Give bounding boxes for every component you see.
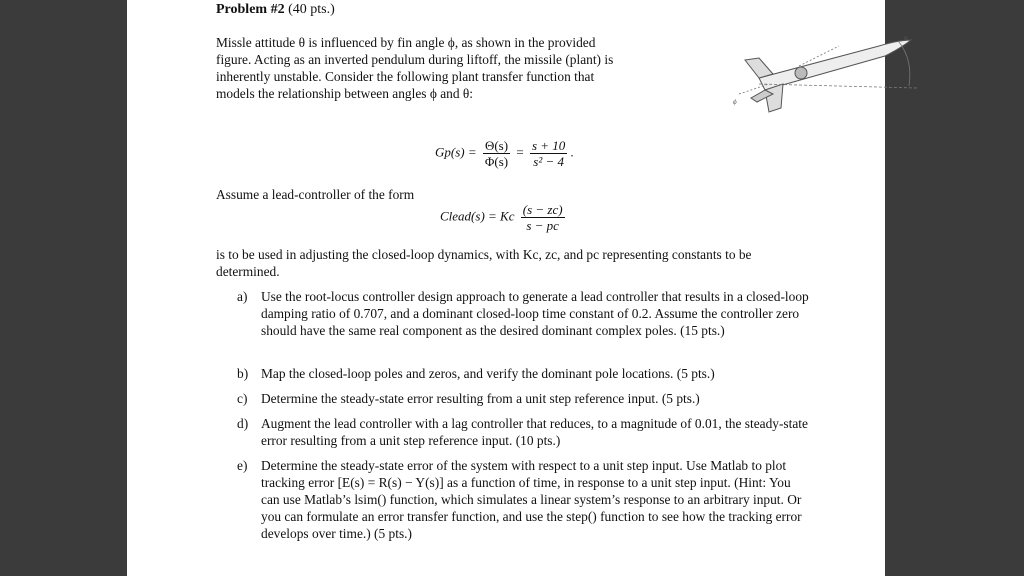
plant-transfer-function <box>435 138 574 169</box>
plant-period: . <box>570 144 574 160</box>
plant-frac2-num: s + 10 <box>531 138 566 153</box>
part-b <box>237 365 812 382</box>
problem-number: Problem #2 <box>216 2 285 17</box>
lead-den: s − pc <box>526 218 559 233</box>
plant-fraction-1 <box>483 138 510 169</box>
part-c <box>237 390 812 407</box>
plant-frac1-den: Φ(s) <box>484 154 509 169</box>
lead-controller-equation <box>440 202 568 233</box>
plant-fraction-2 <box>530 138 567 169</box>
part-a-text: Use the root-locus controller design approach to generate a lead controller that results in a closed-loop damping ratio of 0.707, and a dominant closed-loop time constant of 0.2. Assume the controller zero should have the same real component as the desired dominant complex poles. (15 pts.) <box>261 289 809 338</box>
lead-num: (s − zc) <box>522 202 563 217</box>
problem-title <box>216 2 335 18</box>
assume-text: Assume a lead-controller of the form <box>216 187 415 202</box>
part-e-label: e) <box>237 458 248 473</box>
plant-frac1-num: Θ(s) <box>483 138 510 154</box>
part-d-text: Augment the lead controller with a lag controller that reduces, to a magnitude of 0.01, the steady-state error resulting from a unit step reference input. (10 pts.) <box>261 416 808 448</box>
part-c-label: c) <box>237 391 248 406</box>
document-page <box>127 0 908 576</box>
part-b-text: Map the closed-loop poles and zeros, and verify the dominant pole locations. (5 pts.) <box>261 366 715 381</box>
part-b-label: b) <box>237 366 249 381</box>
svg-text:ϕ: ϕ <box>733 98 737 106</box>
missile-body <box>745 40 911 112</box>
part-e-text: Determine the steady-state error of the system with respect to a unit step input. Use Matlab to plot tracking error [E(s) = R(s) − Y(s)] as a function of time, in response to a unit step input. (Hint: You can use Matlab’s lsim() function, which simulates a linear system’s response to an arbitrary input. Or you can formulate an error transfer function, and use the step() function to see how the tracking error develops over time.) (5 pts.) <box>261 458 802 541</box>
closing-text: is to be used in adjusting the closed-loop dynamics, with Kc, zc, and pc representing constants to be determined. <box>216 247 752 279</box>
part-d <box>237 415 812 449</box>
lead-fraction <box>521 202 565 233</box>
part-d-label: d) <box>237 416 249 431</box>
part-c-text: Determine the steady-state error resulting from a unit step reference input. (5 pts.) <box>261 391 700 406</box>
plant-equals: = <box>516 144 524 160</box>
part-a-label: a) <box>237 289 248 304</box>
problem-points: (40 pts.) <box>288 2 335 17</box>
plant-lhs: Gp(s) = <box>435 144 477 160</box>
problem-intro: Missle attitude θ is influenced by fin angle ϕ, as shown in the provided figure. Acting as an inverted pendulum during liftoff, the missile (plant) is inherently unstable. Consider the following plant transfer function that models the relationship between angles ϕ and θ: <box>216 35 614 101</box>
part-e <box>237 457 812 542</box>
part-a <box>237 288 812 339</box>
svg-text:θ: θ <box>904 35 908 43</box>
plant-frac2-den: s² − 4 <box>533 154 564 169</box>
missile-figure <box>729 16 919 128</box>
lead-lhs: Clead(s) = Kc <box>440 208 515 224</box>
